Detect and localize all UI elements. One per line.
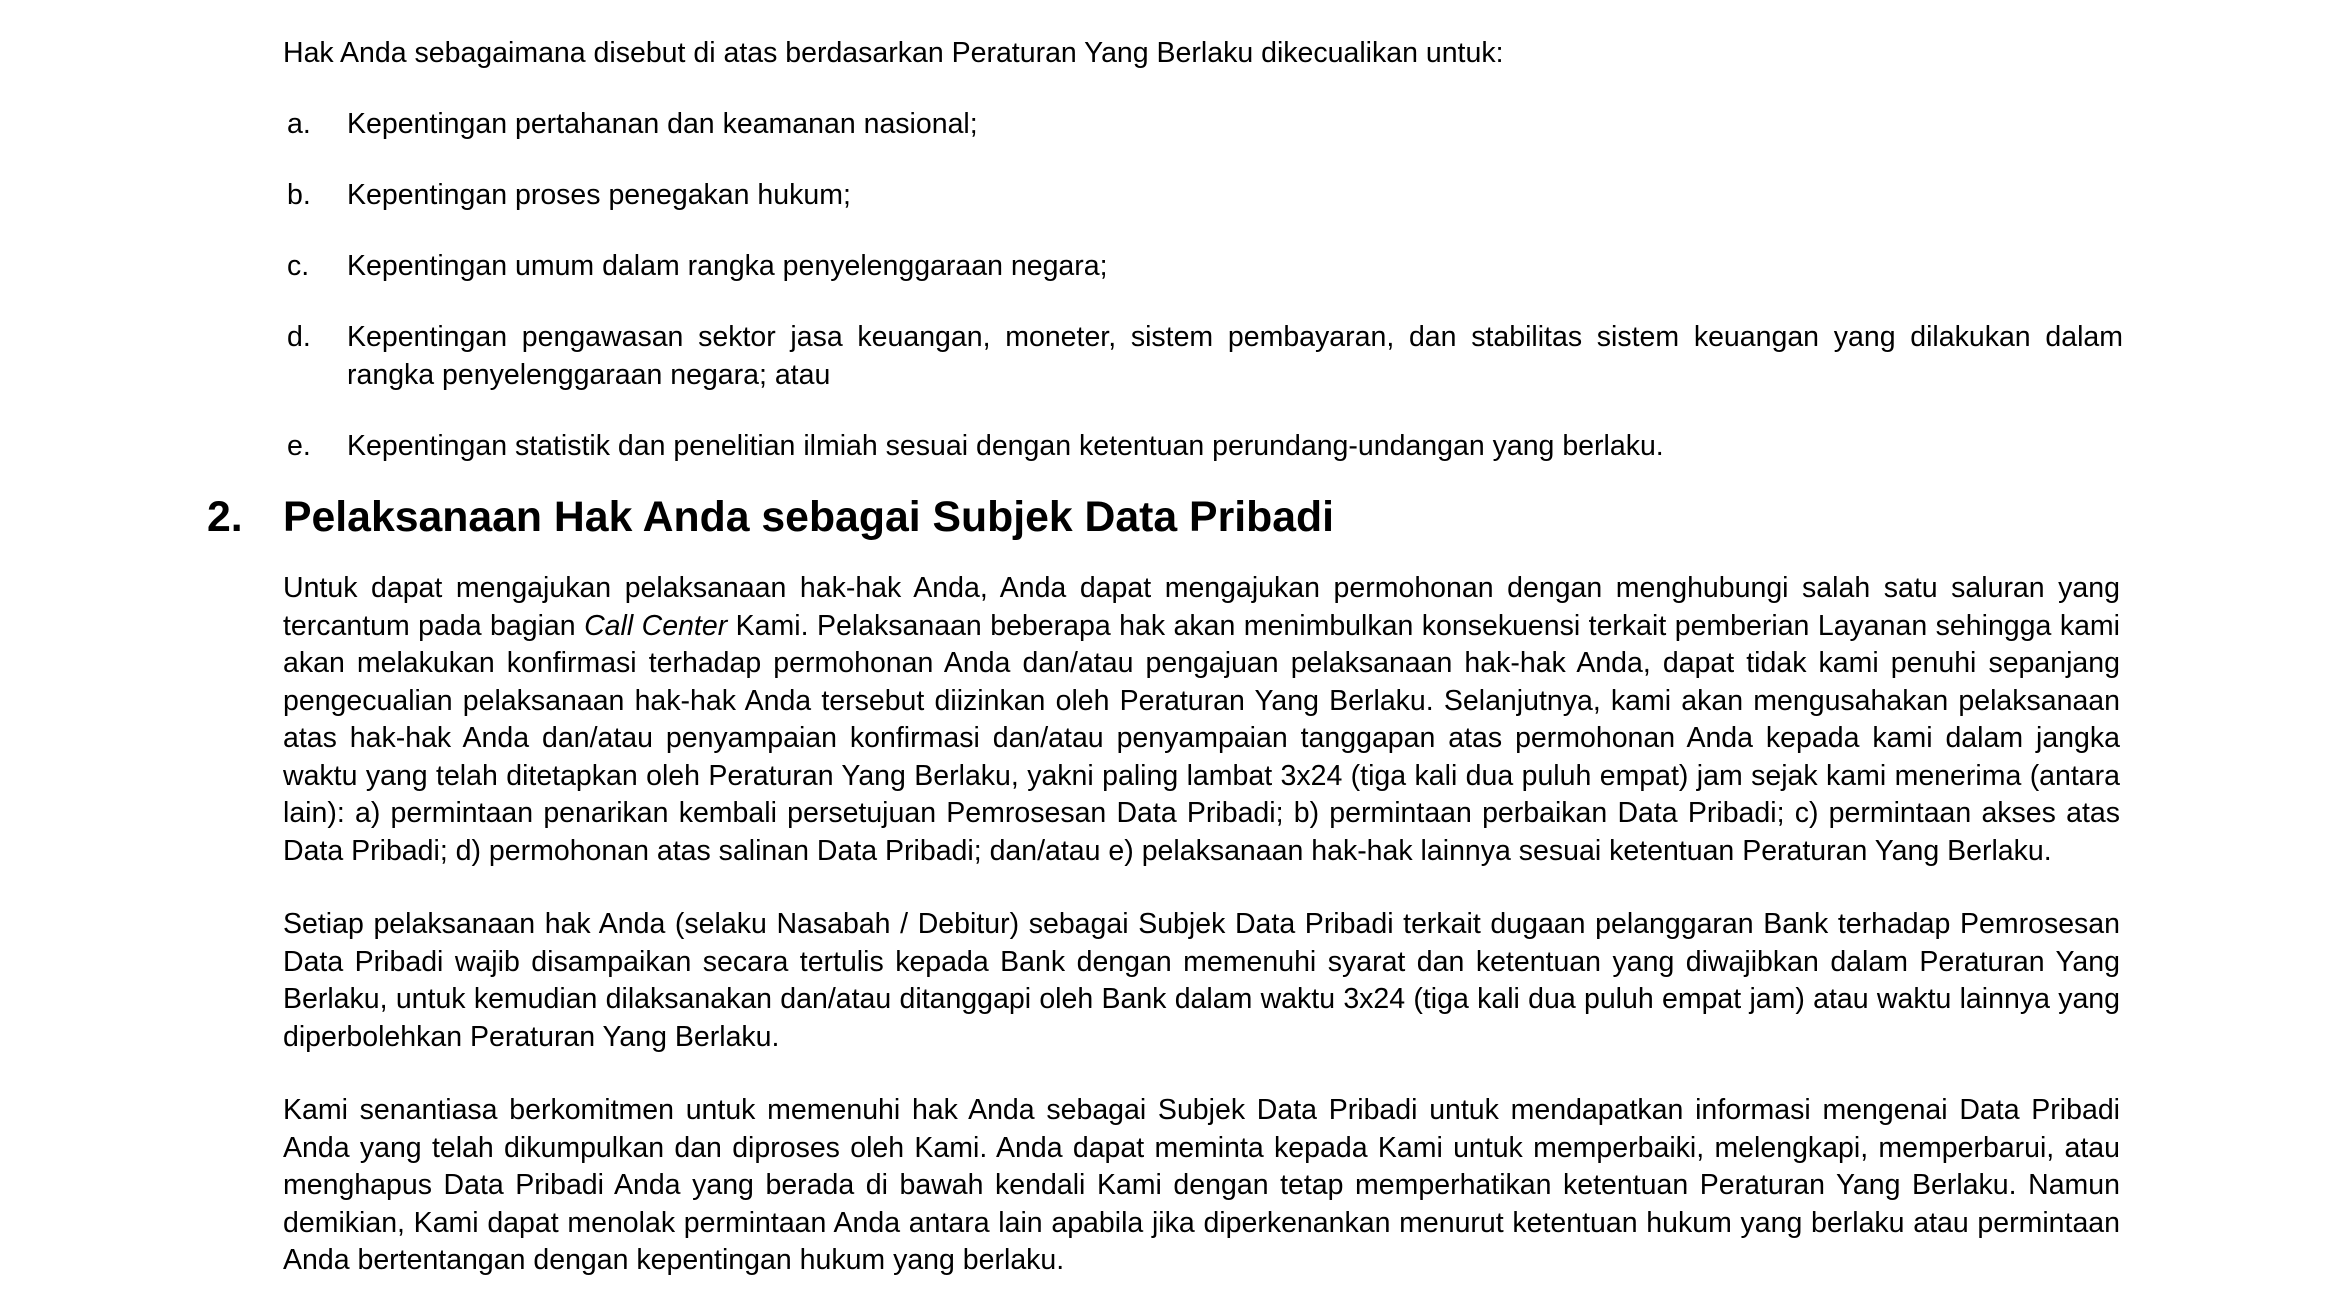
- exceptions-list: [283, 106, 2123, 499]
- paragraph-text: Kami. Pelaksanaan beberapa hak akan menimbulkan konsekuensi terkait pemberian Layanan sehingga kami akan melakukan konfirmasi terhadap permohonan Anda dan/atau pengajuan pelaksanaan hak-hak Anda, dapat tidak kami penuhi sepanjang pengecualian pelaksanaan hak-hak Anda tersebut diizinkan oleh Peraturan Yang Berlaku. Selanjutnya, kami akan mengusahakan pelaksanaan atas hak-hak Anda dan/atau penyampaian konfirmasi dan/atau penyampaian tanggapan atas permohonan Anda kepada kami dalam jangka waktu yang telah ditetapkan oleh Peraturan Yang Berlaku, yakni paling lambat 3x24 (tiga kali dua puluh empat) jam sejak kami menerima (antara lain): a) permintaan penarikan kembali persetujuan Pemrosesan Data Pribadi; b) permintaan perbaikan Data Pribadi; c) permintaan akses atas Data Pribadi; d) permohonan atas salinan Data Pribadi; dan/atau e) pelaksanaan hak-hak lainnya sesuai ketentuan Peraturan Yang Berlaku.: [283, 609, 2120, 867]
- paragraph-written-request: Setiap pelaksanaan hak Anda (selaku Nasabah / Debitur) sebagai Subjek Data Pribadi terkait dugaan pelanggaran Bank terhadap Pemrosesan Data Pribadi wajib disampaikan secara tertulis kepada Bank dengan memenuhi syarat dan ketentuan yang diwajibkan dalam Peraturan Yang Berlaku, untuk kemudian dilaksanakan dan/atau ditanggapi oleh Bank dalam waktu 3x24 (tiga kali dua puluh empat jam) atau waktu lainnya yang diperbolehkan Peraturan Yang Berlaku.: [283, 908, 2120, 1053]
- list-marker: a.: [287, 108, 311, 140]
- call-center-term: Call Center: [584, 609, 728, 642]
- list-item-text: Kepentingan pengawasan sektor jasa keuangan, moneter, sistem pembayaran, dan stabilitas sistem keuangan yang dilakukan dalam rangka penyelenggaraan negara; atau: [347, 321, 2123, 391]
- list-item: [283, 319, 2123, 394]
- list-item-text: Kepentingan statistik dan penelitian ilmiah sesuai dengan ketentuan perundang-undangan yang berlaku.: [347, 429, 1664, 462]
- list-item-text: Kepentingan pertahanan dan keamanan nasional;: [347, 108, 978, 140]
- list-marker: e.: [287, 429, 311, 462]
- section-title: Pelaksanaan Hak Anda sebagai Subjek Data Pribadi: [283, 493, 1334, 541]
- section-number: 2.: [207, 493, 243, 541]
- paragraph-commitment: Kami senantiasa berkomitmen untuk memenuhi hak Anda sebagai Subjek Data Pribadi untuk mendapatkan informasi mengenai Data Pribadi Anda yang telah dikumpulkan dan diproses oleh Kami. Anda dapat meminta kepada Kami untuk memperbaiki, melengkapi, memperbarui, atau menghapus Data Pribadi Anda yang berada di bawah kendali Kami dengan tetap memperhatikan ketentuan Peraturan Yang Berlaku. Namun demikian, Kami dapat menolak permintaan Anda antara lain apabila jika diperkenankan menurut ketentuan hukum yang berlaku atau permintaan Anda bertentangan dengan kepentingan hukum yang berlaku.: [283, 1094, 2120, 1276]
- paragraph-submission: [283, 570, 2120, 870]
- list-item: [283, 106, 2123, 144]
- list-marker: b.: [287, 179, 311, 211]
- list-item: [283, 248, 2123, 286]
- list-item-text: Kepentingan proses penegakan hukum;: [347, 179, 851, 211]
- list-item: [283, 428, 2123, 466]
- list-item: [283, 177, 2123, 215]
- paragraph-text: Untuk dapat mengajukan pelaksanaan hak-hak Anda, Anda dapat mengajukan permohonan dengan menghubungi salah satu saluran yang tercantum pada bagian: [283, 572, 2120, 642]
- list-item-text: Kepentingan umum dalam rangka penyelenggaraan negara;: [347, 250, 1108, 282]
- exceptions-intro: Hak Anda sebagaimana disebut di atas berdasarkan Peraturan Yang Berlaku dikecualikan untuk:: [283, 37, 1504, 69]
- list-marker: c.: [287, 250, 310, 282]
- list-marker: d.: [287, 321, 311, 353]
